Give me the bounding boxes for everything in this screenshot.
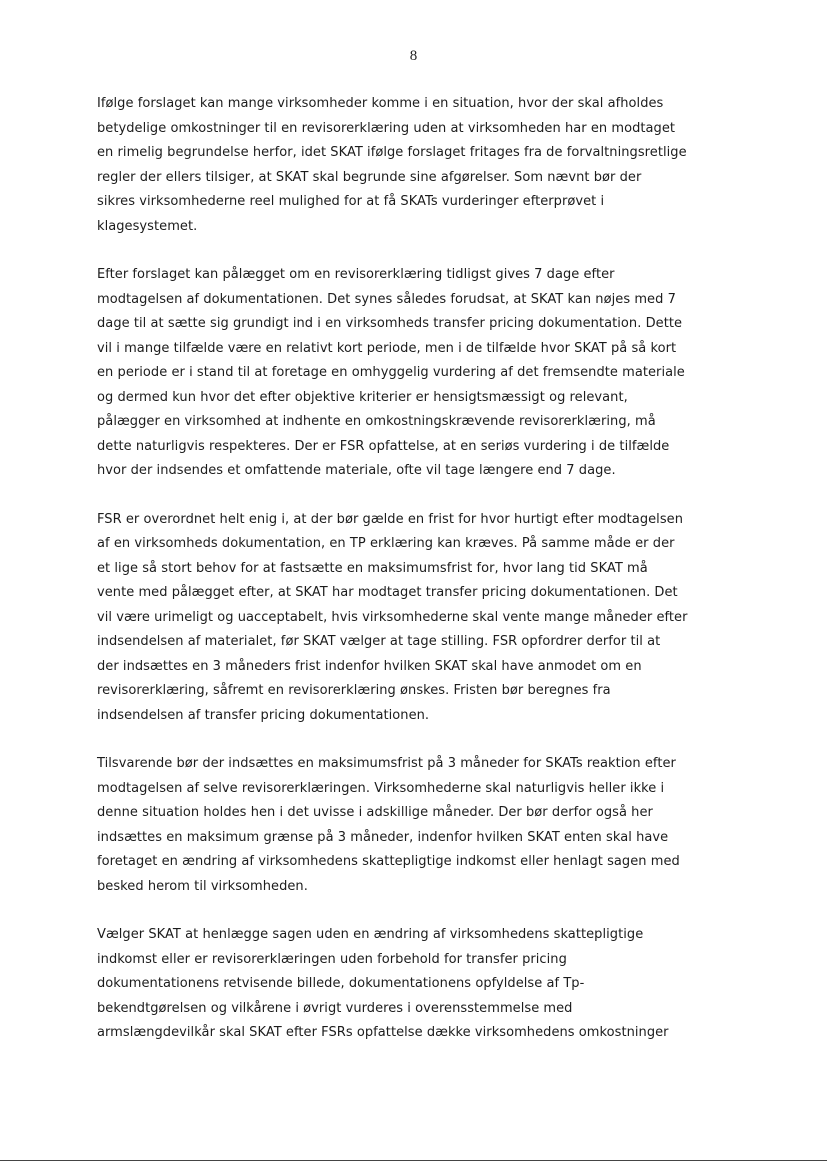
text-line: Tilsvarende bør der indsættes en maksimumsfrist på 3 måneder for SKATs reaktion efter xyxy=(97,756,676,771)
text-line: vente med pålægget efter, at SKAT har modtaget transfer pricing dokumentationen. Det xyxy=(97,585,678,600)
paragraph-5 xyxy=(97,923,737,1046)
text-line: foretaget en ændring af virksomhedens skattepligtige indkomst eller henlagt sagen med xyxy=(97,854,680,869)
bottom-rule xyxy=(0,1160,827,1161)
text-line: modtagelsen af selve revisorerklæringen. Virksomhederne skal naturligvis heller ikke i xyxy=(97,780,665,796)
paragraph-3 xyxy=(97,508,737,729)
text-line: sikres virksomhederne reel mulighed for at få SKATs vurderinger efterprøvet i xyxy=(97,194,605,209)
text-line: modtagelsen af dokumentationen. Det synes således forudsat, at SKAT kan nøjes med 7 xyxy=(97,291,676,307)
page-number: 8 xyxy=(409,48,418,64)
text-line: besked herom til virksomheden. xyxy=(97,878,308,894)
text-line: klagesystemet. xyxy=(97,218,198,234)
text-line: af en virksomheds dokumentation, en TP erklæring kan kræves. På samme måde er der xyxy=(97,536,675,551)
text-line: dette naturligvis respekteres. Der er FSR opfattelse, at en seriøs vurdering i de tilfælde xyxy=(97,438,670,454)
paragraph-1 xyxy=(97,92,737,239)
text-line: Vælger SKAT at henlægge sagen uden en ændring af virksomhedens skattepligtige xyxy=(97,927,644,942)
text-line: en rimelig begrundelse herfor, idet SKAT ifølge forslaget fritages fra de forvaltningsretlige xyxy=(97,145,687,160)
text-line: pålægger en virksomhed at indhente en omkostningskrævende revisorerklæring, må xyxy=(97,414,656,429)
text-line: dage til at sætte sig grundigt ind i en virksomheds transfer pricing dokumentation. Dette xyxy=(97,316,683,331)
text-line: hvor der indsendes et omfattende materiale, ofte vil tage længere end 7 dage. xyxy=(97,463,616,478)
text-line: dokumentationens retvisende billede, dokumentationens opfyldelse af Tp- xyxy=(97,976,585,991)
text-line: vil i mange tilfælde være en relativt kort periode, men i de tilfælde hvor SKAT på så kort xyxy=(97,340,677,356)
text-line: indsendelsen af transfer pricing dokumentationen. xyxy=(97,707,430,723)
text-line: indsættes en maksimum grænse på 3 måneder, indenfor hvilken SKAT enten skal have xyxy=(97,829,669,845)
paragraph-2 xyxy=(97,263,737,484)
text-line: Efter forslaget kan pålægget om en revisorerklæring tidligst gives 7 dage efter xyxy=(97,267,615,282)
text-line: en periode er i stand til at foretage en omhyggelig vurdering af det fremsendte materiale xyxy=(97,365,685,380)
text-line: og dermed kun hvor det efter objektive kriterier er hensigtsmæssigt og relevant, xyxy=(97,389,628,405)
text-line: betydelige omkostninger til en revisorerklæring uden at virksomheden har en modtaget xyxy=(97,120,676,136)
text-line: regler der ellers tilsiger, at SKAT skal begrunde sine afgørelser. Som nævnt bør der xyxy=(97,169,642,185)
text-line: bekendtgørelsen og vilkårene i øvrigt vurderes i overensstemmelse med xyxy=(97,1000,573,1016)
text-line: et lige så stort behov for at fastsætte en maksimumsfrist for, hvor lang tid SKAT må xyxy=(97,560,648,576)
text-line: revisorerklæring, såfremt en revisorerklæring ønskes. Fristen bør beregnes fra xyxy=(97,683,611,698)
text-line: vil være urimeligt og uacceptabelt, hvis virksomhederne skal vente mange måneder efter xyxy=(97,609,688,625)
text-line: armslængdevilkår skal SKAT efter FSRs opfattelse dække virksomhedens omkostninger xyxy=(97,1025,669,1040)
text-line: FSR er overordnet helt enig i, at der bør gælde en frist for hvor hurtigt efter modtagelsen xyxy=(97,511,684,527)
text-line: Ifølge forslaget kan mange virksomheder komme i en situation, hvor der skal afholdes xyxy=(97,96,664,111)
text-line: indkomst eller er revisorerklæringen uden forbehold for transfer pricing xyxy=(97,951,567,967)
text-line: indsendelsen af materialet, før SKAT vælger at tage stilling. FSR opfordrer derfor til at xyxy=(97,634,661,649)
paragraph-4 xyxy=(97,752,737,899)
document-body xyxy=(97,92,737,1070)
text-line: der indsættes en 3 måneders frist indenfor hvilken SKAT skal have anmodet om en xyxy=(97,658,642,674)
text-line: denne situation holdes hen i det uvisse i adskillige måneder. Der bør derfor også her xyxy=(97,805,653,820)
